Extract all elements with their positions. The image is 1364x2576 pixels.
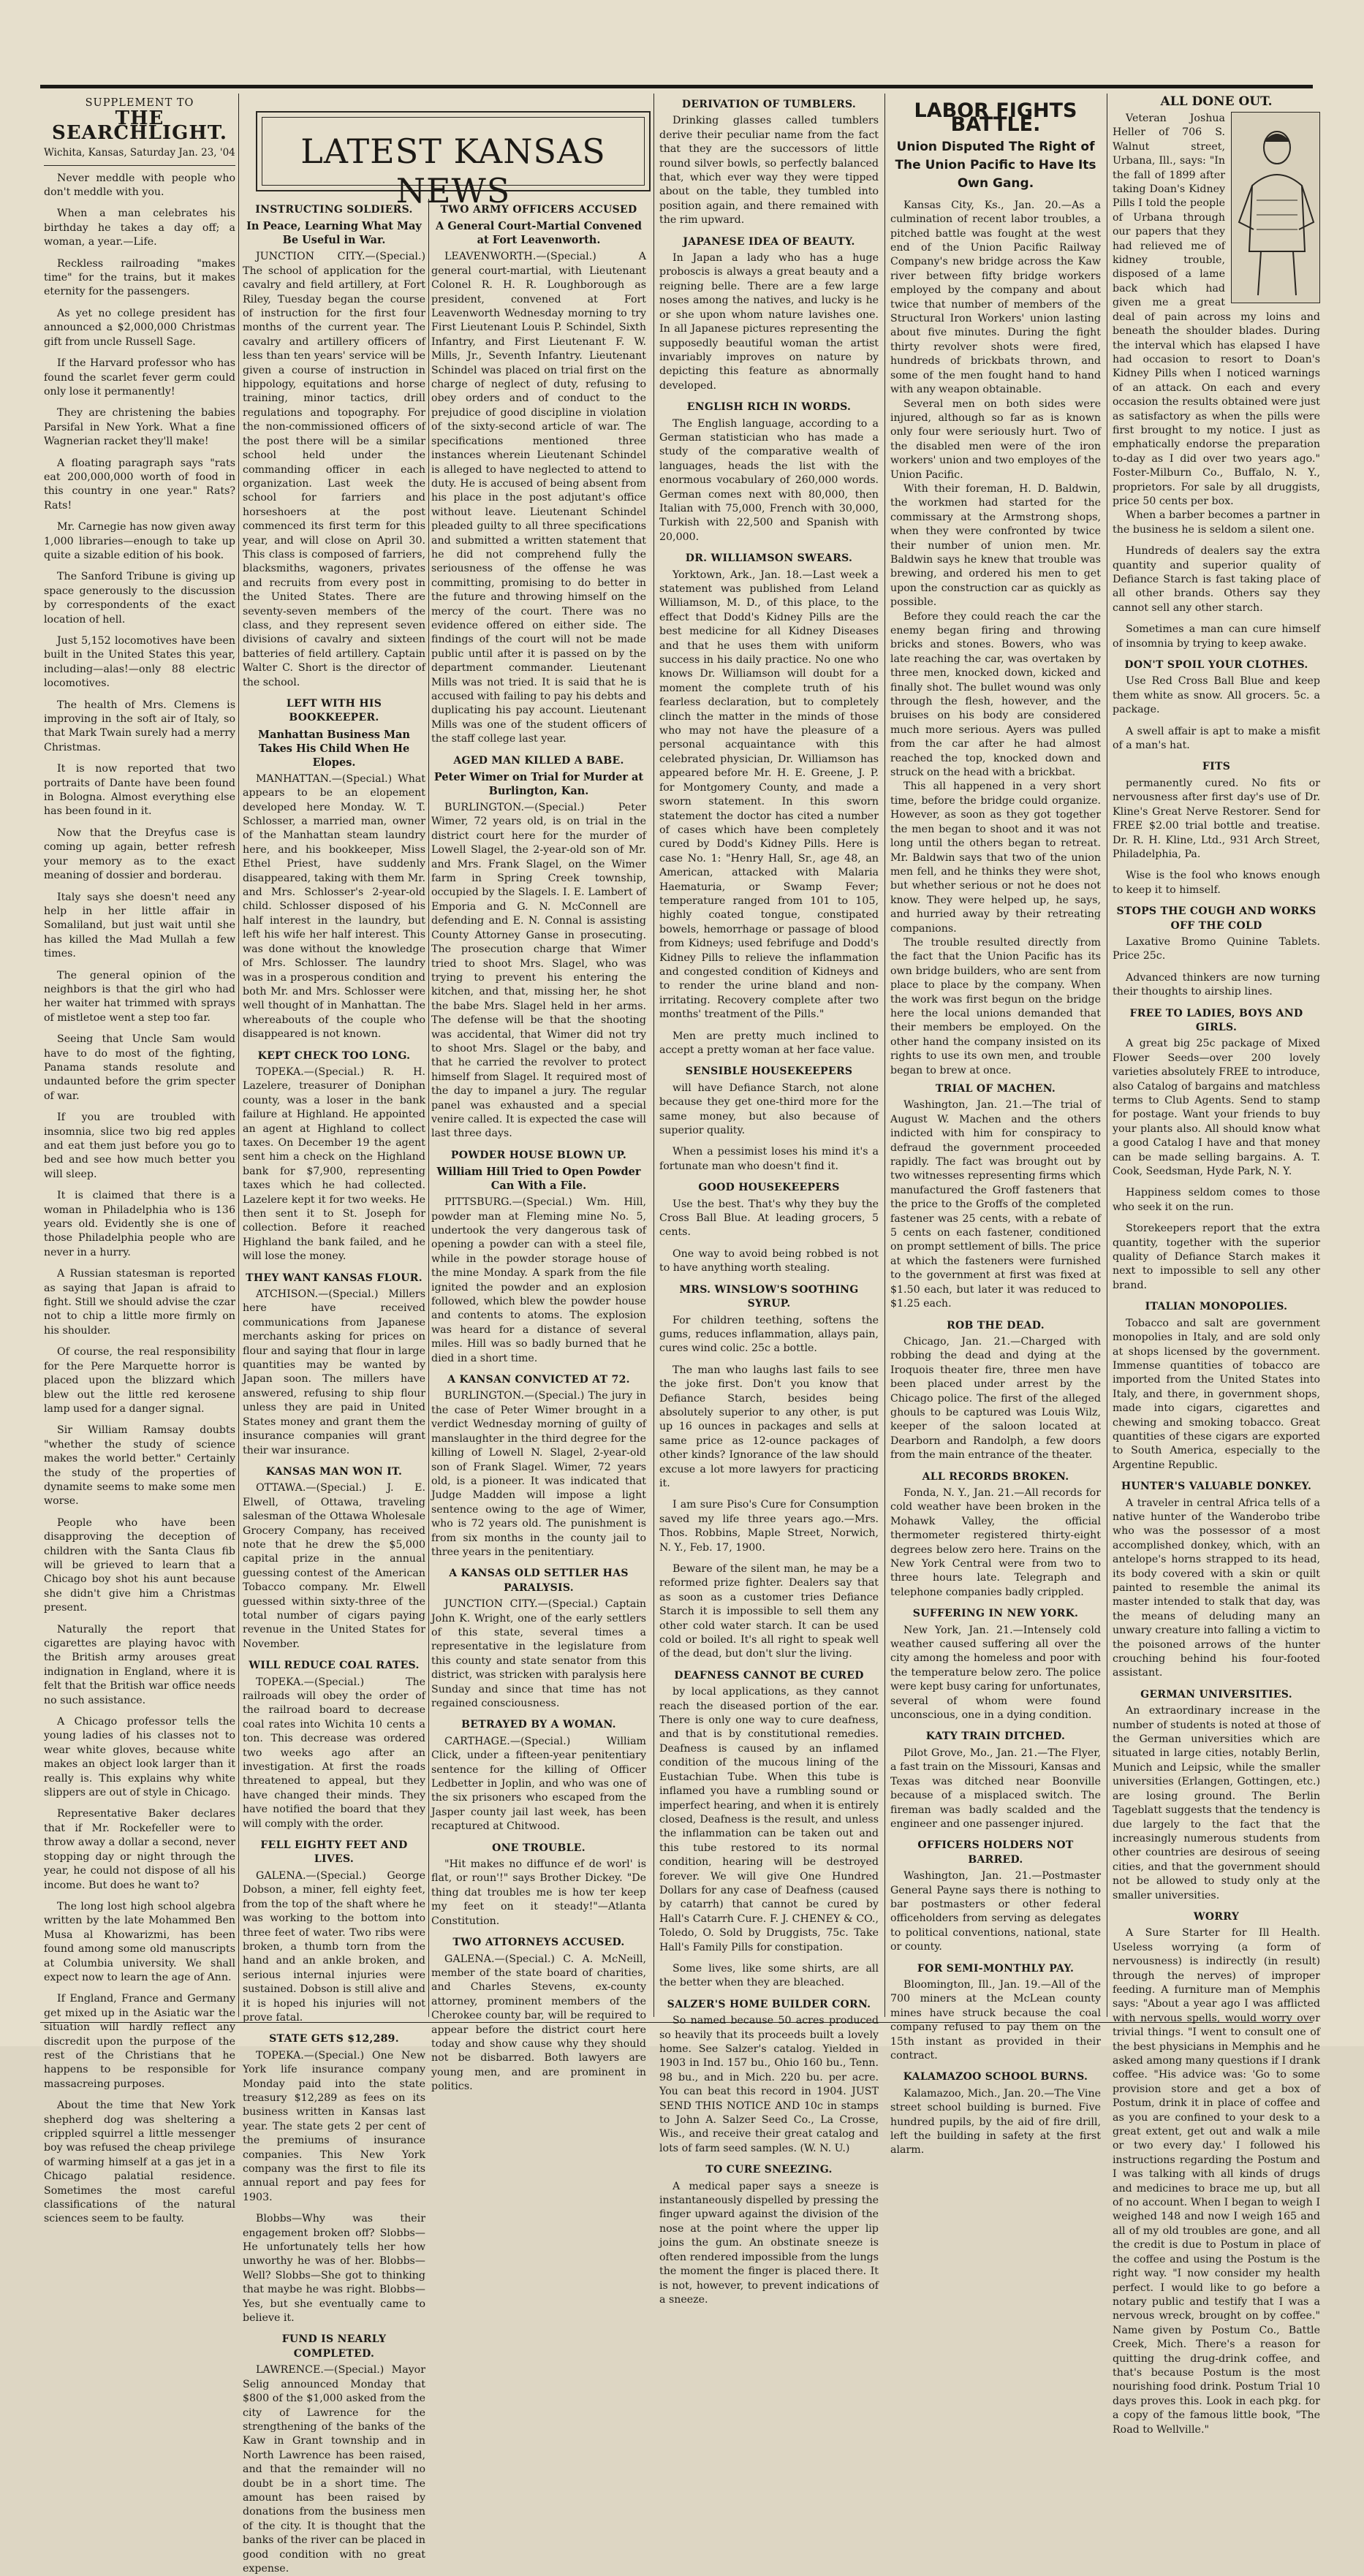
- article-body: will have Defiance Starch, not alone because they get one-third more for the same money, but also because of superior quality.: [659, 1082, 879, 1137]
- article-headline: TWO ARMY OFFICERS ACCUSED: [440, 204, 637, 216]
- article-headline: KATY TRAIN DITCHED.: [925, 1730, 1066, 1743]
- article-body: Drinking glasses called tumblers derive their peculiar name from the fact that they are the successors of little round silver bowls, so perfectly balanced that, which ever way they were tipped about on the table, they tumbled into position again, and there remained with the rim upward.: [659, 115, 879, 227]
- article-headline: DERIVATION OF TUMBLERS.: [681, 99, 857, 110]
- article-headline: BETRAYED BY A WOMAN.: [461, 1719, 616, 1731]
- ad-or-note: [1113, 725, 1320, 753]
- article-headline: SENSIBLE HOUSEKEEPERS: [685, 1065, 853, 1078]
- short-paragraph: Just 5,152 locomotives have been built in the United States this year, including—alas!—only 88 electric locomotives.: [44, 635, 235, 690]
- article-paragraph: Kansas City, Ks., Jan. 20.—As a culmination of recent labor troubles, a pitched battle was fought at the west end of the Union Pacific Railway Company's new bridge across the Kaw river between fifty bridge workers employed by the company and about twice that number of members of the Structural Iron Workers' union lasting about five minutes. During the fight thirty revolver shots were fired, hundreds of brickbats thrown, and some of the men fought hand to hand with any weapon obtainable.: [890, 199, 1101, 396]
- news-article: [431, 1842, 646, 1929]
- ad-or-note: [1113, 905, 1320, 964]
- labor-article: [890, 199, 1101, 1078]
- article-headline: THEY WANT KANSAS FLOUR.: [246, 1272, 423, 1284]
- article-body: A medical paper says a sneeze is instantaneously dispelled by pressing the finger upward against the division of the nose at the point where the upper lip joins the gum. An obstinate sneeze is often rendered impossible from the lungs the moment the finger is placed there. It is not, however, to prevent indications of a sneeze.: [659, 2180, 879, 2306]
- news-article: [243, 1272, 425, 1458]
- article-body: Beware of the silent man, he may be a reformed prize fighter. Dealers say that as soon as a customer tries Defiance Starch it is impossible to sell them any other cold water starch. It can be used cold or boiled. It's all right to speak well of the dead, but don't slur the living.: [659, 1563, 879, 1660]
- column-3: [431, 199, 646, 2093]
- article-body: So named because 50 acres produced so heavily that its proceeds built a lovely home. See Salzer's catalog. Yielded in 1903 in Ind. 157 bu., Ohio 160 bu., Tenn. 98 bu., and in Mich. 220 bu. per acre. You can beat this record in 1904. JUST SEND THIS NOTICE AND 10c in stamps to John A. Salzer Seed Co., La Crosse, Wis., and receive their great catalog and lots of farm seed samples. (W. N. U.): [659, 2015, 879, 2154]
- bottom-rule: [40, 2022, 1313, 2023]
- telegraph-brief: [890, 1839, 1101, 1954]
- short-paragraph: The long lost high school algebra written by the late Mohammed Ben Musa al Khowarizmi, has been found among some old manuscripts at Columbia university. We shall expect now to learn the age of Ann.: [44, 1900, 235, 1983]
- article-headline: ALL RECORDS BROKEN.: [922, 1470, 1069, 1483]
- article-headline: TO CURE SNEEZING.: [705, 2164, 833, 2176]
- short-paragraph: People who have been disapproving the deception of children with the Santa Claus fib will be grieved to learn that a Chicago boy shot his aunt because she didn't give him a Christmas present.: [44, 1516, 235, 1614]
- article-body: MANHATTAN.—(Special.) What appears to be an elopement developed here Monday. W. T. Schlosser, a married man, owner of the Manhattan steam laundry here, and his bookkeeper, Miss Ethel Priest, have suddenly disappeared, taking with them Mr. and Mrs. Schlosser's 2-year-old child. Schlosser disposed of his half interest in the laundry, but left his wife her half interest. This was done without the knowledge of Mrs. Schlosser. The laundry was in a prosperous condition and both Mr. and Mrs. Schlosser were well thought of in Manhattan. The whereabouts of the couple who disappeared is not known.: [243, 772, 425, 1041]
- news-article: [243, 1839, 425, 2025]
- short-paragraph: A floating paragraph says "rats eat 200,000,000 worth of food in this country in one year." Rats? Rats!: [44, 457, 235, 512]
- article-headline: GERMAN UNIVERSITIES.: [1140, 1688, 1292, 1701]
- kansas-news-list-b: [431, 203, 646, 2094]
- short-paragraph: It is now reported that two portraits of Dante have been found in Bologna. Almost everything else has been found in it.: [44, 763, 235, 818]
- article-paragraph: This all happened in a very short time, before the bridge could organize. However, as soon as they got together the men began to shoot and it was not long until the others began to retreat. Mr. Baldwin says that two of the union men fell, and he thinks they were shot, but whether serious or not he does not know. They were helped up, he says, and hurried away by their retreating companions.: [890, 780, 1101, 935]
- column-6: [1113, 94, 1320, 2436]
- article-body: TOPEKA.—(Special.) R. H. Lazelere, treasurer of Doniphan county, was a loser in the bank failure at Highland. He appointed an agent at Highland to collect taxes. On December 19 the agent sent him a check on the Highland bank for $7,900, representing taxes which he had collected. Lazelere kept it for two weeks. He then sent it to St. Joseph for collection. Before it reached Highland the bank failed, and he will lose the money.: [243, 1065, 425, 1263]
- article-body: A great big 25c package of Mixed Flower Seeds—over 200 lovely varieties absolutely FREE to introduce, also Catalog of bargains and matchless terms to Club Agents. Send to stamp for postage. Want your friends to buy your plants also. All should know what a good Catalog I have and that money can be made selling bargains. A. T. Cook, Seedsman, Hyde Park, N. Y.: [1113, 1038, 1320, 1178]
- column-rule: [238, 94, 239, 2017]
- article-headline: FELL EIGHTY FEET AND LIVES.: [260, 1839, 408, 1866]
- ad-or-note: [1113, 544, 1320, 615]
- short-paragraph: A Chicago professor tells the young ladies of his classes not to wear white gloves, because white makes an object look larger than it really is. This explains why white slippers are out of style in Chicago.: [44, 1716, 235, 1799]
- article-headline: ONE TROUBLE.: [492, 1842, 586, 1854]
- article-headline: SUFFERING IN NEW YORK.: [912, 1608, 1079, 1620]
- news-article: [243, 1659, 425, 1831]
- kansas-news-list-a: [243, 203, 425, 2576]
- article-headline: ITALIAN MONOPOLIES.: [1145, 1301, 1288, 1313]
- article-body: Some lives, like some shirts, are all the better when they are bleached.: [659, 1962, 879, 1989]
- ad-or-note: [1113, 658, 1320, 718]
- ad-or-note: [1113, 1186, 1320, 1215]
- ad-or-note: [1113, 623, 1320, 651]
- short-paragraph: When a man celebrates his birthday he takes a day off; a woman, a year.—Life.: [44, 208, 235, 248]
- article-headline: A KANSAN CONVICTED AT 72.: [447, 1374, 630, 1386]
- supplement-label: SUPPLEMENT TO: [85, 97, 194, 109]
- news-article: [431, 1936, 646, 2094]
- article-body: An extraordinary increase in the number of students is noted at those of the German universities which are situated in large cities, notably Berlin, Munich and Leipsic, while the smaller universities (Erlangen, Gottingen, etc.) are losing ground. The Berlin Tageblatt suggests that the tendency is due largely to the fact that the increasingly numerous students from other countries are desirous of seeing cities, and that the government should not be allowed to study only at the smaller universities.: [1113, 1705, 1320, 1901]
- news-article: [243, 1465, 425, 1652]
- misc-item: [659, 1669, 879, 1955]
- misc-item: [659, 1364, 879, 1492]
- article-headline: DR. WILLIAMSON SWEARS.: [685, 552, 853, 565]
- article-headline: DEAFNESS CANNOT BE CURED: [674, 1669, 864, 1682]
- article-paragraph: The trouble resulted directly from the fact that the Union Pacific has its own bridge builders, who are sent from place to place by the company. When the work was first begun on the bridge here the local unions demanded that their members be employed. On the other hand the company insisted on its rights to use its own men, and trouble began to brew at once.: [890, 936, 1101, 1076]
- article-body: The English language, according to a German statistician who has made a study of the comparative wealth of languages, heads the list with the enormous vocabulary of 260,000 words. German comes next with 80,000, then Italian with 75,000, French with 30,000, Turkish with 22,500 and Spanish with 20,000.: [659, 417, 879, 543]
- column-rule: [653, 94, 654, 2017]
- article-body: Chicago, Jan. 21.—Charged with robbing the dead and dying at the Iroquois theater fire, three men have been placed under arrest by the Chicago police. The first of the alleged ghouls to be captured was Louis Wilz, keeper of the saloon located at Dearborn and Randolph, a few doors from the main entrance of the theater.: [890, 1335, 1101, 1462]
- veteran-portrait-image: [1231, 112, 1320, 303]
- article-body: BURLINGTON.—(Special.) Peter Wimer, 72 years old, is on trial in the district court here for the murder of Lowell Slagel, the 2-year-old son of Mr. and Mrs. Frank Slagel, on the Wimer farm in Spring Creek township, occupied by the Slagels. I. E. Lambert of Emporia and G. N. McConnell are defending and E. N. Connal is assisting County Attorney Ganse in prosecuting. The prosecution charge that Wimer tried to shoot Mrs. Slagel, who was trying to prevent his entering the kitchen, and that, missing her, he shot the babe Mrs. Slagel held in her arms. The defense will be that the shooting was accidental, that Wimer did not try to shoot Mrs. Slagel or the baby, and that he carried the revolver to protect himself from Slagel. It required most of the day to impanel a jury. The regular panel was exhausted and a special venire called. It is expected the case will last three days.: [431, 802, 646, 1140]
- paper-name: THE SEARCHLIGHT.: [52, 107, 227, 144]
- misc-item: [659, 1962, 879, 1991]
- article-body: LEAVENWORTH.—(Special.) A general court-martial, with Lieutenant Colonel R. H. R. Loughborough as president, convened at Fort Leavenworth Wednesday morning to try First Lieutenant Louis P. Schindel, Sixth Infantry, and First Lieutenant F. W. Mills, Jr., Seventh Infantry. Lieutenant Schindel was placed on trial first on the charge of neglect of duty, refusing to obey orders and of conduct to the prejudice of good discipline in violation of the sixty-second article of war. The specifications mentioned three instances wherein Lieutenant Schindel is alleged to have neglected to attend to duty. He is accused of being absent from his place in the post adjutant's office without leave. Lieutenant Schindel pleaded guilty to all three specifications and submitted a written statement that he did not comprehend fully the seriousness of the offense he was committing, promising to do better in the future and throwing himself on the mercy of the court. There was no evidence offered on either side. The findings of the court will not be made public until after it is passed on by the department commander. Lieutenant Mills was not tried. It is said that he is accused with failing to pay his debts and duplicating his pay account. Lieutenant Mills was one of the student officers of the staff college last year.: [431, 251, 646, 745]
- short-paragraph: The health of Mrs. Clemens is improving in the soft air of Italy, so that Mark Twain surely had a merry Christmas.: [44, 699, 235, 753]
- article-subheadline: A General Court-Martial Convened at Fort Leavenworth.: [436, 220, 642, 247]
- news-article: [431, 1567, 646, 1711]
- short-paragraph: It is claimed that there is a woman in Philadelphia who is 136 years old. Evidently she is one of those Philadelphia people who are never in a hurry.: [44, 1190, 235, 1258]
- short-paragraph: The Sanford Tribune is giving up space generously to the discussion by correspondents of the exact location of hell.: [44, 571, 235, 626]
- misc-item: [659, 235, 879, 393]
- article-body: JUNCTION CITY.—(Special.) Captain John K. Wright, one of the early settlers of this state, several times a representative in the legislature from this county and state senator from this district, was stricken with paralysis here Sunday and since that time has not regained consciousness.: [431, 1598, 646, 1709]
- ads-and-notes-list: [1113, 509, 1320, 2437]
- article-body: When a pessimist loses his mind it's a fortunate man who doesn't find it.: [659, 1146, 879, 1172]
- column-rule: [884, 94, 885, 2017]
- telegraph-brief: [890, 1730, 1101, 1831]
- short-paragraph: Now that the Dreyfus case is coming up again, better refresh your memory as to the exact meaning of dossier and borderau.: [44, 827, 235, 882]
- article-body: Hundreds of dealers say the extra quantity and superior quality of Defiance Starch is fast taking place of all other brands. Others say they cannot sell any other starch.: [1113, 545, 1320, 614]
- article-headline: FITS: [1202, 761, 1231, 773]
- short-paragraph: Representative Baker declares that if Mr. Rockefeller were to throw away a dollar a second, never stopping day or night through the year, he could not dispose of all his income. But does he want to?: [44, 1808, 235, 1891]
- ad-or-note: [1113, 760, 1320, 862]
- article-body: "Hit makes no diffunce ef de worl' is flat, or roun'!" says Brother Dickey. "De thing dat troubles me is how ter keep my feet on it steady!"—Atlanta Constitution.: [431, 1858, 646, 1927]
- article-subheadline: William Hill Tried to Open Powder Can With a File.: [436, 1166, 641, 1193]
- misc-item: [659, 400, 879, 544]
- article-headline: INSTRUCTING SOLDIERS.: [255, 204, 413, 216]
- article-body: ATCHISON.—(Special.) Millers here have received communications from Japanese merchants asking for prices on flour and saying that flour in large quantities may be wanted by Japan soon. The millers have answered, refusing to ship flour unless they are paid in United States money and grant them the insurance companies will grant their war insurance.: [243, 1288, 425, 1456]
- article-body: Wise is the fool who knows enough to keep it to himself.: [1113, 870, 1320, 896]
- article-body: I am sure Piso's Cure for Consumption saved my life three years ago.—Mrs. Thos. Robbins, Maple Street, Norwich, N. Y., Feb. 17, 1900.: [659, 1499, 879, 1554]
- article-headline: KALAMAZOO SCHOOL BURNS.: [903, 2071, 1088, 2083]
- article-body: GALENA.—(Special.) George Dobson, a miner, fell eighty feet, from the top of the shaft where he was working to the bottom into three feet of water. Two ribs were broken, a thumb torn from the hand and an ankle broken, and serious internal injuries were sustained. Dobson is still alive and it is hoped his injuries will not prove fatal.: [243, 1869, 425, 2024]
- misc-item: [659, 1145, 879, 1174]
- article-body: PITTSBURG.—(Special.) Wm. Hill, powder man at Fleming mine No. 5, undertook the very dangerous task of opening a powder can with a steel file, while in the powder storage house of the mine Monday. A spark from the file ignited the powder and an explosion followed, which blew the powder house and contents to atoms. The explosion was heard for a distance of several miles. Hill was so badly burned that he died in a short time.: [431, 1196, 646, 1364]
- short-paragraph: Italy says she doesn't need any help in her little affair in Somaliland, but just wait until she has killed the Mad Mullah a few times.: [44, 891, 235, 960]
- article-body: TOPEKA.—(Special.) The railroads will obey the order of the railroad board to decrease coal rates into Wichita 10 cents a ton. This decrease was ordered two weeks ago after an investigation. At first the roads threatened to appeal, but they have changed their minds. They have notified the board that they will comply with the order.: [243, 1676, 425, 1830]
- telegraph-brief: [890, 2070, 1101, 2157]
- ad-or-note: [1113, 509, 1320, 537]
- column-1: [44, 94, 235, 2225]
- article-body: Use the best. That's why they buy the Cross Ball Blue. At leading grocers, 5 cents.: [659, 1198, 879, 1239]
- article-headline: HUNTER'S VALUABLE DONKEY.: [1121, 1481, 1312, 1493]
- article-headline: WILL REDUCE COAL RATES.: [249, 1660, 420, 1672]
- misc-item: [659, 552, 879, 1022]
- article-body: LAWRENCE.—(Special.) Mayor Selig announced Monday that $800 of the $1,000 asked from the city of Lawrence for the strengthening of the banks of the Kaw in Grant township and in North Lawrence has been raised, and that the remainder will no doubt be in a short time. The amount has been raised by donations from the business men of the city. It is thought that the banks of the river can be placed in good condition with no great expense.: [243, 2364, 425, 2575]
- article-headline: ENGLISH RICH IN WORDS.: [686, 401, 852, 414]
- news-article: [243, 697, 425, 1042]
- labor-headline: LABOR FIGHTS BATTLE.: [914, 99, 1077, 137]
- short-paragraph: About the time that New York shepherd dog was sheltering a crippled squirrel a little messenger boy was refused the cheap privilege of warming himself at a gas jet in a Chicago palatial residence. Sometimes the most careful classifications of the natural sciences seem to be faulty.: [44, 2100, 235, 2225]
- article-headline: A KANSAS OLD SETTLER HAS PARALYSIS.: [449, 1568, 629, 1594]
- telegraph-brief: [890, 1470, 1101, 1600]
- article-body: permanently cured. No fits or nervousness after first day's use of Dr. Kline's Great Nerve Restorer. Send for FREE $2.00 trial bottle and treatise. Dr. R. H. Kline, Ltd., 931 Arch Street, Philadelphia, Pa.: [1113, 777, 1320, 860]
- article-headline: STOPS THE COUGH AND WORKS OFF THE COLD: [1116, 905, 1316, 932]
- news-article: [243, 2212, 425, 2325]
- short-paragraph: Naturally the report that cigarettes are playing havoc with the British army arouses great indignation in England, where it is felt that the British war office needs no such assistance.: [44, 1623, 235, 1706]
- misc-item: [659, 2163, 879, 2307]
- top-rule: [40, 85, 1313, 88]
- article-body: TOPEKA.—(Special.) One New York life insurance company Monday paid into the state treasury $12,289 as fees on its business written in Kansas last year. The state gets 2 per cent of the premiums of insurance companies. This New York company was the first to file its annual report and pay fees for 1903.: [243, 2049, 425, 2203]
- news-article: [243, 2032, 425, 2205]
- article-headline: KEPT CHECK TOO LONG.: [257, 1049, 411, 1062]
- article-body: Advanced thinkers are now turning their thoughts to airship lines.: [1113, 971, 1320, 998]
- article-body: When a barber becomes a partner in the business he is seldom a silent one.: [1113, 509, 1320, 536]
- article-body: by local applications, as they cannot reach the diseased portion of the ear. There is only one way to cure deafness, and that is by constitutional remedies. Deafness is caused by an inflamed condition of the mucous lining of the Eustachian Tube. When this tube is inflamed you have a rumbling sound or imperfect hearing, and when it is entirely closed, Deafness is the result, and unless the inflammation can be taken out and this tube restored to its normal condition, hearing will be destroyed forever. We will give One Hundred Dollars for any case of Deafness (caused by catarrh) that cannot be cured by Hall's Catarrh Cure. F. J. CHENEY & CO., Toledo, O. Sold by Druggists, 75c. Take Hall's Family Pills for constipation.: [659, 1686, 879, 1953]
- article-headline: JAPANESE IDEA OF BEAUTY.: [683, 235, 855, 248]
- short-paragraph: If you are troubled with insomnia, slice two big red apples and eat them just before you go to bed and see how much better you will sleep.: [44, 1112, 235, 1180]
- short-paragraph: Mr. Carnegie has now given away 1,000 libraries—enough to take up quite a sizable edition of his book.: [44, 521, 235, 561]
- man-illustration-icon: [1232, 113, 1319, 303]
- article-headline: LEFT WITH HIS BOOKKEEPER.: [286, 698, 382, 724]
- article-headline: FOR SEMI-MONTHLY PAY.: [917, 1962, 1075, 1975]
- article-body: New York, Jan. 21.—Intensely cold weather caused suffering all over the city among the homeless and poor with the temperature below zero. The police were kept busy caring for unfortunates, several of whom were found unconscious, one in a dying condition.: [890, 1624, 1101, 1722]
- article-subheadline: Manhattan Business Man Takes His Child When He Elopes.: [258, 728, 410, 769]
- article-body: Pilot Grove, Mo., Jan. 21.—The Flyer, a fast train on the Missouri, Kansas and Texas was ditched near Boonville because of a misplaced switch. The fireman was badly scalded and the engineer and one passenger injured.: [890, 1747, 1101, 1830]
- article-body: Storekeepers report that the extra quantity, together with the superior quality of Defiance Starch makes it next to impossible to sell any other brand.: [1113, 1223, 1320, 1291]
- short-items-list: [44, 172, 235, 2227]
- article-body: OTTAWA.—(Special.) J. E. Elwell, of Ottawa, traveling salesman of the Ottawa Wholesale Grocery Company, has received note that he drew the $5,000 capital prize in the annual guessing contest of the American Tobacco company. Mr. Elwell guessed within sixty-three of the total number of cigars paying revenue in the United States for November.: [243, 1482, 425, 1650]
- article-body: For children teething, softens the gums, reduces inflammation, allays pain, cures wind colic. 25c a bottle.: [659, 1314, 879, 1355]
- short-paragraph: They are christening the babies Parsifal in New York. What a fine Wagnerian racket they'll make!: [44, 407, 235, 448]
- doans-testimonial: Veteran Joshua Heller of 706 S. Walnut street, Urbana, Ill., says: "In the fall of 1899 after taking Doan's Kidney Pills I told the people of Urbana through our papers that they had relieved me of kidney trouble, disposed of a lame back which had given me a great deal of pain across my loins and beneath the shoulder blades. During the interval which has elapsed I have had occasion to resort to Doan's Kidney Pills when I noticed warnings of an attack. On each and every occasion the results obtained were just as satisfactory as when the pills were first brought to my notice. I just as emphatically endorse the preparation to-day as I did over two years ago." Foster-Milburn Co., Buffalo, N. Y., proprietors. For sale by all druggists, price 50 cents per box.: [1113, 113, 1320, 507]
- short-paragraph: Reckless railroading "makes time" for the trains, but it makes eternity for the passengers.: [44, 257, 235, 298]
- article-headline: FREE TO LADIES, BOYS AND GIRLS.: [1129, 1007, 1303, 1033]
- column-4: [659, 94, 879, 2306]
- misc-item: [659, 1181, 879, 1240]
- short-paragraph: The general opinion of the neighbors is that the girl who had her waiter hat trimmed with sprays of mistletoe went a step too far.: [44, 969, 235, 1024]
- misc-item: [659, 1498, 879, 1555]
- short-paragraph: Seeing that Uncle Sam would have to do most of the fighting, Panama stands resolute and undaunted before the grim specter of war.: [44, 1033, 235, 1102]
- ad-or-note: [1113, 1688, 1320, 1903]
- doans-headline: ALL DONE OUT.: [1160, 94, 1273, 109]
- article-body: Use Red Cross Ball Blue and keep them white as snow. All grocers. 5c. a package.: [1113, 675, 1320, 716]
- telegraph-brief: [890, 1962, 1101, 2064]
- news-article: [431, 754, 646, 1141]
- article-body: A swell affair is apt to make a misfit of a man's hat.: [1113, 725, 1320, 752]
- article-body: Happiness seldom comes to those who seek it on the run.: [1113, 1187, 1320, 1213]
- article-body: One way to avoid being robbed is not to have anything worth stealing.: [659, 1247, 879, 1274]
- article-headline: MRS. WINSLOW'S SOOTHING SYRUP.: [679, 1283, 859, 1310]
- article-body: Fonda, N. Y., Jan. 21.—All records for cold weather have been broken in the Mohawk Valley, the official thermometer registered thirty-eight degrees below zero here. Trains on the New York Central were from two to three hours late. Telegraph and telephone companies badly crippled.: [890, 1486, 1101, 1598]
- article-paragraph: Before they could reach the car the enemy began firing and throwing bricks and stones. Bowers, who was late reaching the car, was overtaken by three men, knocked down, kicked and finally shot. The bullet wound was only through the flesh, however, and the bruises on his body are considered much more serious. Ayers was pulled from the car after he had almost reached the top, knocked down and struck on the head with a brickbat.: [890, 610, 1101, 779]
- labor-subheadline: Union Disputed The Right of The Union Pacific to Have Its Own Gang.: [895, 139, 1096, 191]
- ad-or-note: [1113, 1300, 1320, 1473]
- misc-item: [659, 1283, 879, 1356]
- column-rule: [428, 199, 429, 2017]
- article-headline: OFFICERS HOLDERS NOT BARRED.: [917, 1839, 1074, 1866]
- short-paragraph: As yet no college president has announced a $2,000,000 Christmas gift from uncle Russell Sage.: [44, 307, 235, 348]
- ad-or-note: [1113, 1910, 1320, 2437]
- article-headline: TWO ATTORNEYS ACCUSED.: [452, 1937, 625, 1949]
- banner-title: LATEST KANSAS NEWS: [300, 132, 606, 210]
- article-body: JUNCTION CITY.—(Special.) The school of application for the cavalry and field artillery, at Fort Riley, Tuesday began the course of instruction for the first four months of the current year. The cavalry and artillery officers of less than ten years' service will be given a course of instruction in hippology, equitations and horse training, minor tactics, drill regulations and topography. For the non-commissioned officers of the post there will be a similar school held under the commanding officer in each organization. Last week the school for farriers and horseshoers at the post commenced its first term for this year, and will close on April 30. This class is composed of farriers, blacksmiths, wagoners, privates and recruits from every post in the United States. There are seventy-seven members of the class, and they represent seven divisions of cavalry and sixteen batteries of field artillery. Captain Walter C. Short is the director of the school.: [243, 251, 425, 688]
- article-body: Laxative Bromo Quinine Tablets. Price 25c.: [1113, 935, 1320, 962]
- article-headline: ROB THE DEAD.: [947, 1319, 1045, 1331]
- misc-item: [659, 98, 879, 228]
- article-body: Washington, Jan. 21.—Postmaster General Payne says there is nothing to bar postmasters or other federal officeholders from serving as delegates to political conventions, national, state or county.: [890, 1870, 1101, 1953]
- news-article: [431, 1149, 646, 1366]
- telegraph-briefs: [890, 1082, 1101, 2158]
- article-body: A Sure Starter for Ill Health. Useless worrying (a form of nervousness) is indirectly (in result) through the nerves) of improper feeding. A furniture man of Memphis says: "About a year ago I was afflicted with nervous spells, would worry over trivial things. "I went to consult one of the best physicians in Memphis and he asked among many questions if I drank coffee. "His advice was: 'Go to some provision store and get a box of Postum, drink it in place of coffee and as you are confined to your desk to a great extent, get out and walk a mile or two every day.' I followed his instructions regarding the Postum and I was talking with all kinds of drugs and medicines to brace me up, but all of no account. When I began to weigh I weighed 148 and now I weigh 165 and all of my old troubles are gone, and all the credit is due to Postum in place of the coffee and using the Postum is the right way. "I now consider my health perfect. I would like to go before a notary public and testify that I was a nervous wreck, brought on by coffee." Name given by Postum Co., Battle Creek, Mich. There's a reason for quitting the drug-drink coffee, and that's because Postum is the most nourishing food drink. Postum Trial 10 days proves this. Look in each pkg. for a copy of the famous little book, "The Road to Wellville.": [1113, 1927, 1320, 2436]
- column-5: [890, 94, 1101, 2157]
- ad-or-note: [1113, 869, 1320, 897]
- article-body: Yorktown, Ark., Jan. 18.—Last week a statement was published from Leland Williamson, M. D., of this place, to the effect that Dodd's Kidney Pills are the best medicine for all Kidney Diseases and that he uses them with uniform success in his daily practice. No one who knows Dr. Williamson will doubt for a moment the complete truth of his fearless declaration, but to completely clinch the matter in the minds of those who may not have the pleasure of a personal acquaintance with this celebrated physician, Dr. Williamson has appeared before Mr. H. E. Greene, J. P. for Montgomery County, and made a sworn statement. In this sworn statement the doctor has cited a number of cases which have been completely cured by Dodd's Kidney Pills. Here is case No. 1: "Henry Hall, Sr., age 48, an American, attacked with Malaria Haematuria, or Swamp Fever; temperature ranged from 101 to 105, highly coated tongue, constipated bowels, hemorrhage or passage of blood from Kidneys; used febrifuge and Dodd's Kidney Pills to relieve the inflammation and congested condition of Kidneys and to render the urine bland and non-irritating. Recovery complete after two months' treatment of the Pills.": [659, 569, 879, 1021]
- article-body: BURLINGTON.—(Special.) The jury in the case of Peter Wimer brought in a verdict Wednesday morning of guilty of manslaughter in the third degree for the killing of Lowell N. Slagel, 2-year-old son of Frank Slagel. Wimer, 72 years old, is a pioneer. It was indicated that Judge Madden will impose a light sentence owing to the age of Wimer, who is 72 years old. The punishment is from six months in the county jail to three years in the penitentiary.: [431, 1390, 646, 1558]
- article-headline: AGED MAN KILLED A BABE.: [453, 754, 624, 767]
- telegraph-brief: [890, 1607, 1101, 1722]
- article-headline: POWDER HOUSE BLOWN UP.: [450, 1149, 627, 1161]
- ad-or-note: [1113, 1480, 1320, 1681]
- article-body: The man who laughs last fails to see the joke first. Don't you know that Defiance Starch, besides being absolutely superior to any other, is put up 16 ounces in packages and sells at same price as 12-ounce packages of other kinds? Ignorance of the law should excuse a lot more lawyers for practicing it.: [659, 1364, 879, 1489]
- short-paragraph: Of course, the real responsibility for the Pere Marquette horror is placed upon the blizzard which blew out the little red kerosene lamp used for a danger signal.: [44, 1346, 235, 1415]
- misc-item: [659, 1247, 879, 1276]
- news-article: [243, 2333, 425, 2576]
- article-body: Kalamazoo, Mich., Jan. 20.—The Vine street school building is burned. Five hundred pupils, by the aid of fire drill, left the building in safety at the first alarm.: [890, 2087, 1101, 2157]
- miscellany-list: [659, 98, 879, 2307]
- article-headline: STATE GETS $12,289.: [269, 2033, 399, 2045]
- article-body: In Japan a lady who has a huge proboscis is always a great beauty and a reigning belle. There are a few large noses among the natives, and lucky is he or she upon whom nature lavishes one. In all Japanese pictures representing the supposedly beautiful woman the artist invariably improves on nature by depicting this feature as abnormally developed.: [659, 252, 879, 392]
- short-paragraph: Sir William Ramsay doubts "whether the study of science makes the world better." Certainly the study of the properties of dynamite seems to make some men worse.: [44, 1424, 235, 1508]
- news-article: [431, 1718, 646, 1834]
- telegraph-brief: [890, 1082, 1101, 1312]
- ad-or-note: [1113, 1007, 1320, 1179]
- misc-item: [659, 1562, 879, 1662]
- article-body: Men are pretty much inclined to accept a pretty woman at her face value.: [659, 1030, 879, 1056]
- issue-dateline: Wichita, Kansas, Saturday Jan. 23, '04: [44, 146, 235, 165]
- article-headline: GOOD HOUSEKEEPERS: [698, 1182, 840, 1194]
- news-article: [243, 203, 425, 690]
- article-body: Bloomington, Ill., Jan. 19.—All of the 700 miners at the McLean county mines have struck because the coal company refused to pay them on the 15th instant as provided in their contract.: [890, 1978, 1101, 2062]
- misc-item: [659, 1065, 879, 1138]
- article-paragraph: Several men on both sides were injured, although so far as is known only four were seriously hurt. Two of the disabled men were of the iron workers' union and two employes of the Union Pacific.: [890, 398, 1101, 481]
- article-subheadline: Peter Wimer on Trial for Murder at Burlington, Kan.: [433, 771, 644, 798]
- article-body: Washington, Jan. 21.—The trial of August W. Machen and the others indicted with him for conspiracy to defraud the government proceeded rapidly. The fact was brought out by two witnesses representing firms which manufactured the Groff fasteners that the price to the Groffs of the completed fastener was 25 cents, with a rebate of 5 cents on each fastener, conditioned on prompt settlement of bills. The price at which the fasteners were furnished to the government at first was fixed at $1.50 each, but later it was reduced to $1.25 each.: [890, 1099, 1101, 1310]
- short-paragraph: If England, France and Germany get mixed up in the Asiatic war the situation will hardly reflect any discredit upon the purpose of the rest of the Christians that he happens to be responsible for massacreing purposes.: [44, 1993, 235, 2090]
- article-body: A traveler in central Africa tells of a native hunter of the Wanderobo tribe who was the possessor of a most accomplished donkey, which, with an antelope's horns strapped to its head, its body covered with a skin or quilt painted to resemble the animal its master intended to stalk that day, was the means of deluding many an unwary creature into falling a victim to the poisoned arrows of the hunter crouching behind his four-footed assistant.: [1113, 1497, 1320, 1679]
- misc-item: [659, 1030, 879, 1058]
- article-headline: TRIAL OF MACHEN.: [935, 1083, 1056, 1095]
- article-headline: DON'T SPOIL YOUR CLOTHES.: [1124, 659, 1308, 672]
- article-headline: FUND IS NEARLY COMPLETED.: [281, 2333, 387, 2360]
- article-body: Tobacco and salt are government monopolies in Italy, and are sold only at shops licensed by the government. Immense quantities of tobacco are imported from the United States into Italy, and there, in government shops, made into cigars, cigarettes and chewing and smoking tobacco. Great quantities of these cigars are exported to South America, especially to the Argentine Republic.: [1113, 1317, 1320, 1471]
- article-body: Blobbs—Why was their engagement broken off? Slobbs—He unfortunately tells her how unworthy he was of her. Blobbs—Well? Slobbs—She got to thinking that maybe he was right. Blobbs—Yes, but she eventually came to believe it.: [243, 2213, 425, 2325]
- telegraph-brief: [890, 1319, 1101, 1463]
- article-headline: SALZER'S HOME BUILDER CORN.: [667, 1998, 871, 2010]
- news-article: [431, 1373, 646, 1559]
- ad-or-note: [1113, 1222, 1320, 1293]
- column-2: [243, 199, 425, 2575]
- short-paragraph: If the Harvard professor who has found the scarlet fever germ could only lose it permanently!: [44, 357, 235, 398]
- article-headline: WORRY: [1193, 1910, 1240, 1923]
- news-article: [243, 1049, 425, 1264]
- article-paragraph: With their foreman, H. D. Baldwin, the workmen had started for the commissary at the Armstrong shops, when they were confronted by twice their number of union men. Mr. Baldwin says he knew that trouble was brewing, and ordered his men to get upon the construction car as quickly as possible.: [890, 482, 1101, 609]
- article-body: GALENA.—(Special.) C. A. McNeill, member of the state board of charities, and Charles Stevens, ex-county attorney, prominent members of the Cherokee county bar, will be required to appear before the district court here today and show cause why they should not be disbarred. Both lawyers are young men, and are prominent in politics.: [431, 1953, 646, 2093]
- ad-or-note: [1113, 971, 1320, 1000]
- article-headline: KANSAS MAN WON IT.: [265, 1465, 403, 1478]
- article-body: CARTHAGE.—(Special.) William Click, under a fifteen-year penitentiary sentence for the killing of Officer Ledbetter in Joplin, and who was one of the six prisoners who escaped from the Jasper county jail last week, has been recaptured at Chitwood.: [431, 1735, 646, 1833]
- short-paragraph: A Russian statesman is reported as saying that Japan is afraid to fight. Still we should advise the czar not to chip a little more firmly on his shoulder.: [44, 1268, 235, 1337]
- article-body: Sometimes a man can cure himself of insomnia by trying to keep awake.: [1113, 623, 1320, 650]
- news-article: [431, 203, 646, 747]
- short-paragraph: Never meddle with people who don't meddle with you.: [44, 172, 235, 199]
- article-subheadline: In Peace, Learning What May Be Useful in War.: [246, 220, 422, 247]
